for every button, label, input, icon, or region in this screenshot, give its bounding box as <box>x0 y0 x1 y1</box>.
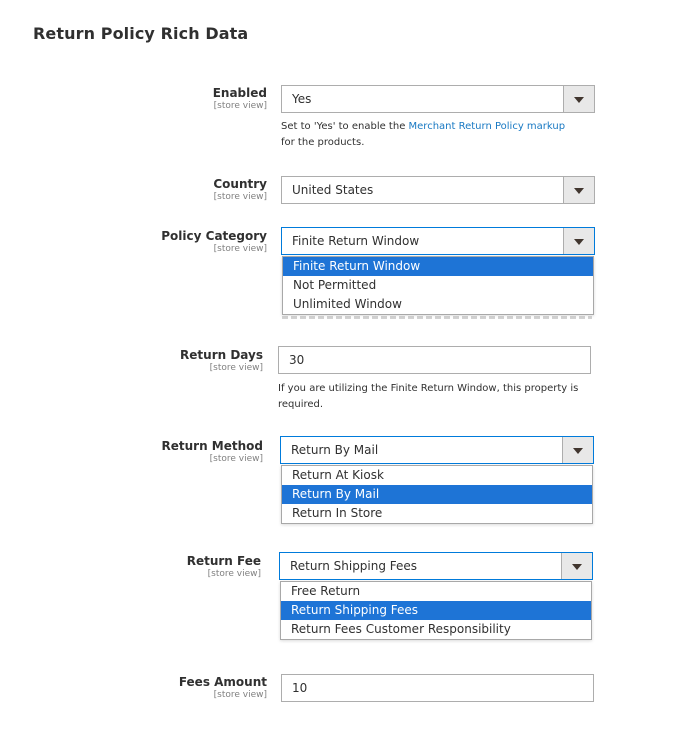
return-method-label-text: Return Method <box>161 439 263 453</box>
enabled-label-text: Enabled <box>212 86 267 100</box>
fees-amount-value: 10 <box>292 681 308 695</box>
return-method-label <box>162 439 264 465</box>
return-method-option[interactable]: Return By Mail <box>282 485 592 504</box>
policy-category-option[interactable]: Not Permitted <box>293 278 377 292</box>
return-days-note-line2: required. <box>278 399 324 410</box>
enabled-note-prefix: Set to 'Yes' to enable the <box>281 121 409 132</box>
policy-category-option[interactable]: Finite Return Window <box>283 257 593 276</box>
return-days-note-line1: If you are utilizing the Finite Return Window, this property is <box>278 383 579 394</box>
scope-label: [store view] <box>213 192 267 202</box>
chevron-down-icon[interactable] <box>561 553 592 579</box>
enabled-label <box>213 86 267 112</box>
scope-label: [store view] <box>213 101 267 111</box>
return-fee-option[interactable]: Return Fees Customer Responsibility <box>291 622 511 636</box>
return-days-label <box>180 348 263 374</box>
return-fee-dropdown <box>280 581 592 640</box>
chevron-down-icon[interactable] <box>563 177 594 203</box>
policy-category-value: Finite Return Window <box>292 234 420 248</box>
return-days-label-text: Return Days <box>180 348 263 362</box>
fees-amount-input[interactable] <box>281 674 594 702</box>
enabled-select[interactable] <box>281 85 595 113</box>
chevron-down-icon[interactable] <box>563 228 594 254</box>
return-method-option[interactable]: Return In Store <box>292 506 383 520</box>
policy-category-dropdown <box>282 256 594 315</box>
scope-label: [store view] <box>209 363 263 373</box>
return-method-select[interactable] <box>280 436 594 464</box>
enabled-value: Yes <box>292 92 312 106</box>
return-days-value: 30 <box>289 353 305 367</box>
return-fee-label-text: Return Fee <box>186 554 261 568</box>
policy-category-option[interactable]: Unlimited Window <box>293 297 402 311</box>
scope-label: [store view] <box>209 454 263 464</box>
return-method-option[interactable]: Return At Kiosk <box>292 468 384 482</box>
return-fee-select[interactable] <box>279 552 593 580</box>
hidden-note-peek <box>282 316 592 319</box>
return-fee-option[interactable]: Free Return <box>291 584 361 598</box>
fees-amount-label <box>179 675 267 701</box>
scope-label: [store view] <box>213 244 267 254</box>
chevron-down-icon[interactable] <box>563 86 594 112</box>
fees-amount-label-text: Fees Amount <box>178 675 267 689</box>
policy-category-select[interactable] <box>281 227 595 255</box>
chevron-down-icon[interactable] <box>562 437 593 463</box>
country-label <box>213 177 267 203</box>
return-days-input[interactable] <box>278 346 591 374</box>
country-value: United States <box>292 183 374 197</box>
scope-label: [store view] <box>213 690 267 700</box>
country-label-text: Country <box>213 177 267 191</box>
return-fee-label <box>187 554 261 580</box>
section-title: Return Policy Rich Data <box>33 24 249 43</box>
return-fee-value: Return Shipping Fees <box>290 559 418 573</box>
policy-category-label <box>161 229 267 255</box>
return-days-note <box>278 381 608 413</box>
return-method-dropdown <box>281 465 593 524</box>
country-select[interactable] <box>281 176 595 204</box>
merchant-return-policy-link[interactable]: Merchant Return Policy markup <box>408 121 566 132</box>
enabled-note <box>281 119 601 151</box>
return-method-value: Return By Mail <box>291 443 379 457</box>
policy-category-label-text: Policy Category <box>161 229 267 243</box>
return-fee-option[interactable]: Return Shipping Fees <box>281 601 591 620</box>
scope-label: [store view] <box>207 569 261 579</box>
enabled-note-suffix: for the products. <box>281 137 365 148</box>
